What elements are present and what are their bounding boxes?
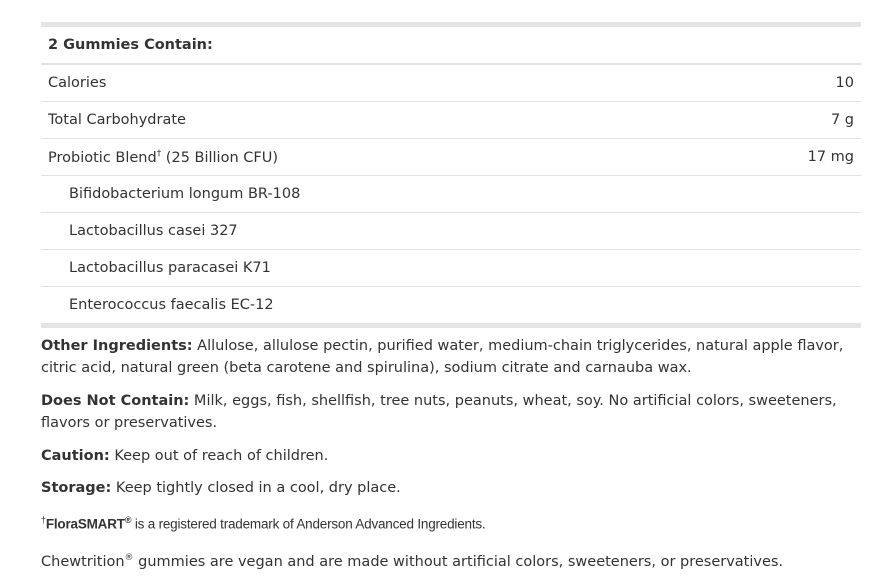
bottom-divider xyxy=(41,323,861,328)
other-ingredients-label: Other Ingredients: xyxy=(41,338,193,354)
registered-mark: ® xyxy=(124,515,132,525)
strain-name: Bifidobacterium longum BR-108 xyxy=(41,176,861,213)
table-header-row xyxy=(41,27,861,64)
storage xyxy=(41,477,861,499)
probiotic-cfu: (25 Billion CFU) xyxy=(161,149,278,166)
vegan-brand: Chewtrition xyxy=(41,553,125,570)
dagger-mark: † xyxy=(41,515,46,525)
nutrient-name xyxy=(41,139,698,176)
table-row xyxy=(41,176,861,213)
nutrient-name: Calories xyxy=(41,64,698,102)
other-ingredients xyxy=(41,335,861,379)
table-row xyxy=(41,250,861,287)
nutrient-amount: 10 xyxy=(698,64,861,102)
does-not-contain xyxy=(41,390,861,434)
caution xyxy=(41,445,861,467)
table-row xyxy=(41,287,861,324)
trademark-text: is a registered trademark of Anderson Advanced Ingredients. xyxy=(131,516,486,532)
storage-text: Keep tightly closed in a cool, dry place. xyxy=(111,480,401,496)
nutrient-amount: 7 g xyxy=(698,102,861,139)
trademark-note xyxy=(41,509,861,536)
vegan-text: gummies are vegan and are made without artificial colors, sweeteners, or preservatives. xyxy=(133,553,784,570)
does-not-contain-label: Does Not Contain: xyxy=(41,393,190,409)
table-row xyxy=(41,213,861,250)
supplement-facts xyxy=(41,22,861,583)
dagger-mark: † xyxy=(156,148,162,159)
notes-section xyxy=(41,335,861,572)
probiotic-label: Probiotic Blend xyxy=(48,149,157,166)
facts-table xyxy=(41,27,861,323)
nutrient-name: Total Carbohydrate xyxy=(41,102,698,139)
nutrient-amount: 17 mg xyxy=(698,139,861,176)
other-ingredients-text: Allulose, allulose pectin, purified water, medium-chain triglycerides, natural apple flavor, citric acid, natural green (beta carotene and spirulina), sodium citrate and carnauba wax. xyxy=(41,338,844,376)
table-row xyxy=(41,139,861,176)
does-not-contain-text: Milk, eggs, fish, shellfish, tree nuts, peanuts, wheat, soy. No artificial colors, sweeteners, flavors or preservatives. xyxy=(41,393,837,431)
caution-text: Keep out of reach of children. xyxy=(109,448,329,464)
storage-label: Storage: xyxy=(41,480,112,496)
vegan-note xyxy=(41,547,861,573)
trademark-brand: FloraSMART xyxy=(45,516,125,532)
strain-name: Enterococcus faecalis EC-12 xyxy=(69,297,274,313)
serving-header: 2 Gummies Contain: xyxy=(41,27,861,64)
strain-name: Lactobacillus casei 327 xyxy=(41,213,861,250)
table-row xyxy=(41,64,861,102)
caution-label: Caution: xyxy=(41,448,110,464)
registered-mark: ® xyxy=(124,552,134,563)
table-row xyxy=(41,102,861,139)
strain-name: Lactobacillus paracasei K71 xyxy=(41,250,861,287)
